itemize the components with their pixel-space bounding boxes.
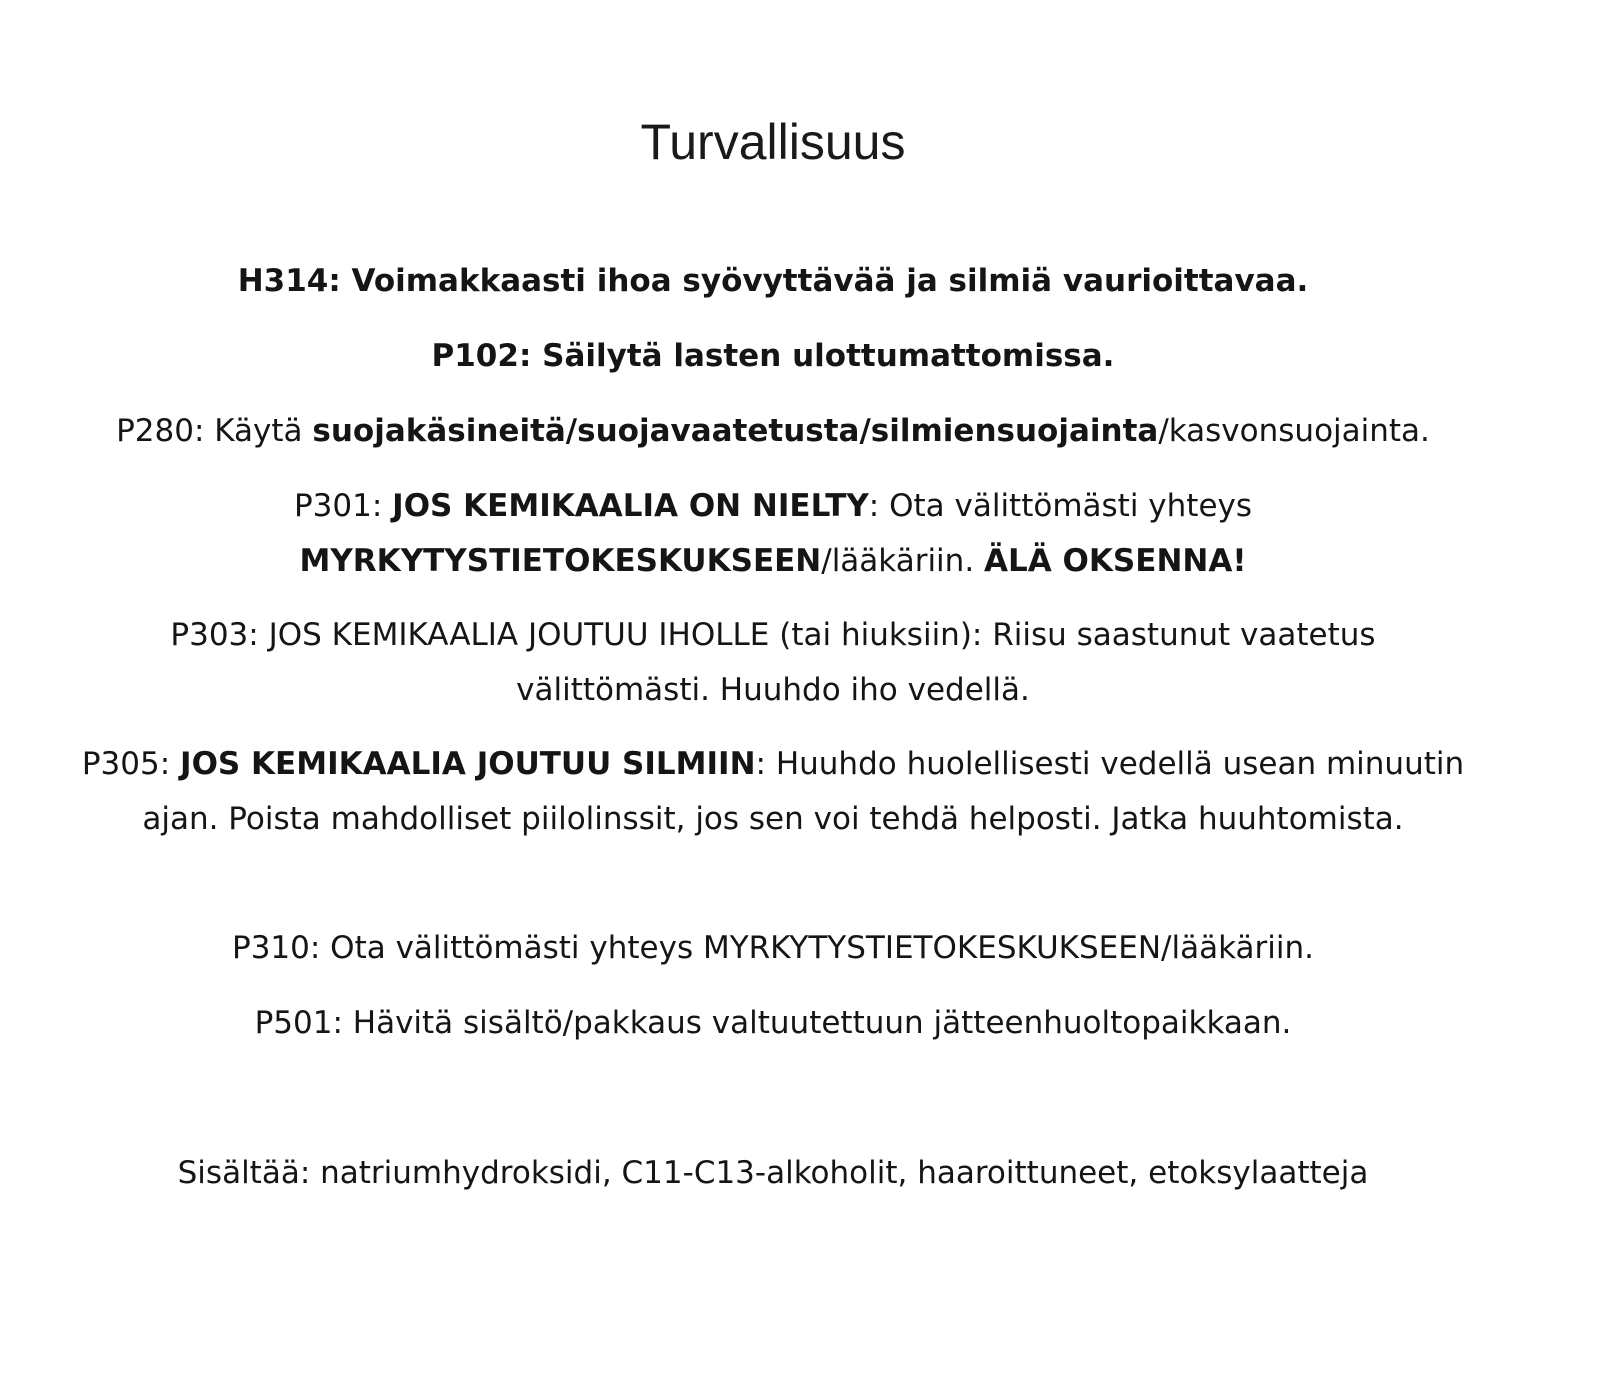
precaution-statement-p301	[70, 479, 1476, 589]
hazard-statement-h314	[70, 254, 1476, 309]
p102-text: P102: Säilytä lasten ulottumattomissa.	[431, 338, 1115, 374]
h314-text: H314: Voimakkaasti ihoa syövyttävää ja silmiä vaurioittavaa.	[237, 263, 1309, 299]
p301-middle-2: /lääkäriin.	[821, 543, 985, 579]
precaution-statement-p102	[70, 329, 1476, 384]
p305-suffix: : Huuhdo huolellisesti vedellä usean minuutin ajan. Poista mahdolliset piilolinssit, jos sen voi tehdä helposti. Jatka huuhtomista.	[142, 746, 1465, 837]
p301-bold-2: MYRKYTYSTIETOKESKUKSEEN	[299, 543, 822, 579]
p280-bold: suojakäsineitä/suojavaatetusta/silmiensuojainta	[312, 413, 1159, 449]
p301-bold-3: ÄLÄ OKSENNA!	[984, 543, 1247, 579]
p301-bold-1: JOS KEMIKAALIA ON NIELTY	[392, 488, 869, 524]
precaution-statement-p280	[70, 404, 1476, 459]
p305-bold: JOS KEMIKAALIA JOUTUU SILMIIN	[180, 746, 756, 782]
p305-prefix: P305:	[81, 746, 181, 782]
precaution-statement-p310: P310: Ota välittömästi yhteys MYRKYTYSTIETOKESKUKSEEN/lääkäriin.	[232, 930, 1314, 966]
precaution-statement-p501: P501: Hävitä sisältö/pakkaus valtuutettuun jätteenhuoltopaikkaan.	[254, 1005, 1292, 1041]
contains-ingredients: Sisältää: natriumhydroksidi, C11-C13-alkoholit, haaroittuneet, etoksylaatteja	[177, 1155, 1369, 1191]
p301-prefix: P301:	[293, 488, 393, 524]
p280-suffix: /kasvonsuojainta.	[1158, 413, 1430, 449]
page-title: Turvallisuus	[640, 114, 906, 170]
p301-middle: : Ota välittömästi yhteys	[868, 488, 1253, 524]
p280-prefix: P280: Käytä	[116, 413, 313, 449]
precaution-statement-p305	[70, 737, 1476, 847]
precaution-statement-p303: P303: JOS KEMIKAALIA JOUTUU IHOLLE (tai hiuksiin): Riisu saastunut vaatetus välittömästi. Huuhdo iho vedellä.	[170, 617, 1376, 708]
